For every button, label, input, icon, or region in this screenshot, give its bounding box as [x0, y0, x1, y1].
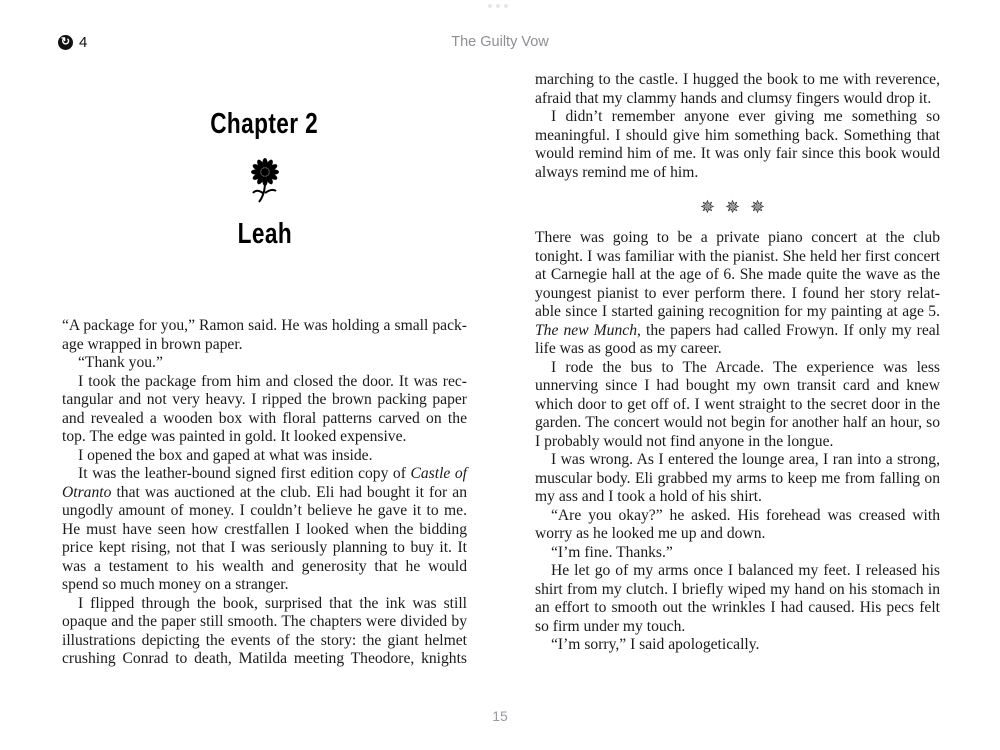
text-segment: spend so much money on a stranger.: [62, 576, 289, 593]
text-line: [62, 447, 467, 466]
text-segment: I took the package from him and closed the door. It was rec-: [78, 372, 467, 390]
text-line: [62, 336, 467, 355]
text-line: [62, 539, 467, 558]
page-number: 15: [492, 708, 508, 724]
text-line: [535, 451, 940, 470]
text-line: [62, 632, 467, 651]
text-segment: unnerving since I had bought my own transit card and knew: [535, 377, 940, 394]
text-line: [535, 562, 940, 581]
sync-count: 4: [79, 34, 88, 51]
text-segment: price kept rising, not that I was seriously planning to buy it. It: [62, 539, 467, 556]
text-line: [62, 428, 467, 447]
text-line: [62, 465, 467, 484]
text-segment: He let go of my arms once I balanced my feet. I released his: [551, 562, 940, 579]
text-segment: meaningful. I should give him something back. Something that: [535, 126, 940, 144]
text-segment: life was as good as my career.: [535, 340, 722, 357]
text-line: [535, 507, 940, 526]
paragraph: [535, 636, 940, 655]
paragraph: [62, 447, 467, 466]
text-line: [535, 359, 940, 378]
text-segment: muscular body. Eli grabbed my arms to keep me from falling on: [535, 469, 940, 487]
text-line: [62, 354, 467, 373]
text-segment: crushing Conrad to death, Matilda meeting Theodore, knights: [62, 650, 467, 667]
chapter-number-text: Chapter 2: [210, 108, 319, 140]
left-page-text: [62, 317, 467, 669]
paragraph: [535, 71, 940, 108]
text-segment: and revealed a wooden box with floral patterns carved on the: [62, 409, 467, 427]
text-line: [535, 618, 940, 637]
scene-break-ornament-icon: ✵✵✵: [699, 197, 776, 217]
text-segment: “I’m sorry,” I said apologetically.: [551, 636, 760, 653]
text-line: [535, 285, 940, 304]
text-segment: ungodly amount of money. I couldn’t believe he gave it to me.: [62, 502, 467, 519]
chapter-number: [62, 108, 467, 141]
text-line: [535, 581, 940, 600]
text-segment: “A package for you,” Ramon said. He was holding a small pack-: [62, 317, 467, 334]
text-line: [62, 373, 467, 392]
text-segment: I rode the bus to The Arcade. The experience was less: [551, 358, 940, 376]
right-page-text: [535, 71, 940, 655]
text-line: [535, 248, 940, 267]
paragraph: [535, 562, 940, 636]
text-segment: I flipped through the book, surprised that the ink was still: [78, 594, 467, 612]
flower-ornament-icon: [245, 156, 285, 209]
text-segment: so firm under my touch.: [535, 617, 686, 635]
window-handle[interactable]: [488, 4, 508, 8]
text-line: [62, 410, 467, 429]
paragraph: [62, 317, 467, 354]
text-segment: shirt from my clutch. I briefly wiped my hand on his stomach in: [535, 580, 940, 598]
paragraph: [535, 507, 940, 544]
text-segment: was a testament to his wealth and generosity that he would: [62, 557, 467, 575]
text-segment: I opened the box and gaped at what was inside.: [78, 446, 373, 464]
text-line: [62, 576, 467, 595]
text-segment: I didn’t remember anyone ever giving me something so: [551, 108, 940, 125]
text-segment: would remind him of me. It was only fair since this book would: [535, 145, 940, 162]
text-segment: tonight. I was familiar with the pianist. She held her first concert: [535, 247, 940, 265]
text-segment: garden. The concert would not begin for another half an hour, so: [535, 414, 940, 431]
text-segment: which door to get off of. I went straight to the secret door in the: [535, 395, 940, 413]
text-line: [62, 391, 467, 410]
text-segment: I probably would not find anyone in the longue.: [535, 432, 834, 450]
italic-title: Castle of: [410, 465, 467, 482]
text-line: [535, 470, 940, 489]
text-line: [535, 414, 940, 433]
text-segment: youngest pianist to ever perform there. I found her story relat-: [535, 284, 940, 302]
paragraph: [62, 354, 467, 373]
text-line: [62, 484, 467, 503]
text-line: [535, 544, 940, 563]
text-line: [535, 488, 940, 507]
text-line: [62, 650, 467, 669]
text-line: [535, 229, 940, 248]
text-segment: “I’m fine. Thanks.”: [551, 543, 673, 561]
text-line: [535, 303, 940, 322]
text-segment: age wrapped in brown paper.: [62, 335, 243, 353]
paragraph: [62, 465, 467, 595]
paragraph: [535, 451, 940, 507]
text-segment: marching to the castle. I hugged the book to me with reverence,: [535, 71, 940, 88]
text-segment: worry as he looked me up and down.: [535, 525, 766, 542]
text-segment: , the papers had called Frowyn. If only my real: [637, 321, 941, 339]
text-line: [535, 599, 940, 618]
text-line: [62, 502, 467, 521]
text-line: [535, 266, 940, 285]
text-segment: able since I started gaining recognition for my painting at age 5.: [535, 303, 940, 320]
text-line: [62, 558, 467, 577]
paragraph: [535, 544, 940, 563]
text-segment: “Thank you.”: [78, 354, 163, 371]
chapter-name: [62, 218, 467, 251]
text-segment: afraid that my clammy hands and clumsy fingers would drop it.: [535, 89, 932, 107]
text-line: [535, 377, 940, 396]
text-line: [535, 108, 940, 127]
text-segment: illustrations depicting the events of the story: the giant helmet: [62, 631, 467, 649]
paragraph: [535, 359, 940, 452]
italic-title: The new Munch: [535, 321, 637, 339]
text-segment: opaque and the paper still smooth. The chapters were divided by: [62, 613, 467, 630]
text-line: [535, 71, 940, 90]
italic-title: Otranto: [62, 483, 112, 501]
text-segment: There was going to be a private piano concert at the club: [535, 229, 940, 246]
text-segment: my ass and I took a hold of his shirt.: [535, 488, 762, 505]
text-line: [535, 127, 940, 146]
text-line: [62, 317, 467, 336]
text-segment: “Are you okay?” he asked. His forehead was creased with: [551, 506, 940, 524]
text-line: [535, 396, 940, 415]
sync-icon: ↻: [58, 35, 73, 50]
text-line: [62, 521, 467, 540]
text-segment: an effort to smooth out the wrinkles I had caused. His pecs felt: [535, 599, 940, 616]
text-segment: that was auctioned at the club. Eli had bought it for an: [111, 483, 467, 501]
text-line: [62, 595, 467, 614]
text-segment: top. The edge was painted in gold. It looked expensive.: [62, 428, 407, 445]
text-line: [535, 164, 940, 183]
text-line: [535, 433, 940, 452]
text-line: [62, 613, 467, 632]
text-line: [535, 145, 940, 164]
text-segment: I was wrong. As I entered the lounge area, I ran into a strong,: [551, 451, 940, 468]
text-segment: always remind me of him.: [535, 163, 699, 181]
text-segment: tangular and not very heavy. I ripped the brown packing paper: [62, 391, 467, 408]
text-line: [535, 525, 940, 544]
paragraph: [535, 229, 940, 359]
text-segment: at Carnegie hall at the age of 6. She made quite the wave as the: [535, 266, 940, 283]
paragraph: [62, 373, 467, 447]
paragraph: [62, 595, 467, 669]
text-line: [535, 322, 940, 341]
text-segment: He must have seen how crestfallen I looked when the bidding: [62, 520, 467, 538]
chapter-name-text: Leah: [237, 218, 292, 250]
text-line: [535, 340, 940, 359]
text-segment: It was the leather-bound signed first edition copy of: [78, 465, 411, 482]
text-line: [535, 90, 940, 109]
book-title: The Guilty Vow: [451, 34, 549, 50]
text-line: [535, 636, 940, 655]
paragraph: [535, 108, 940, 182]
